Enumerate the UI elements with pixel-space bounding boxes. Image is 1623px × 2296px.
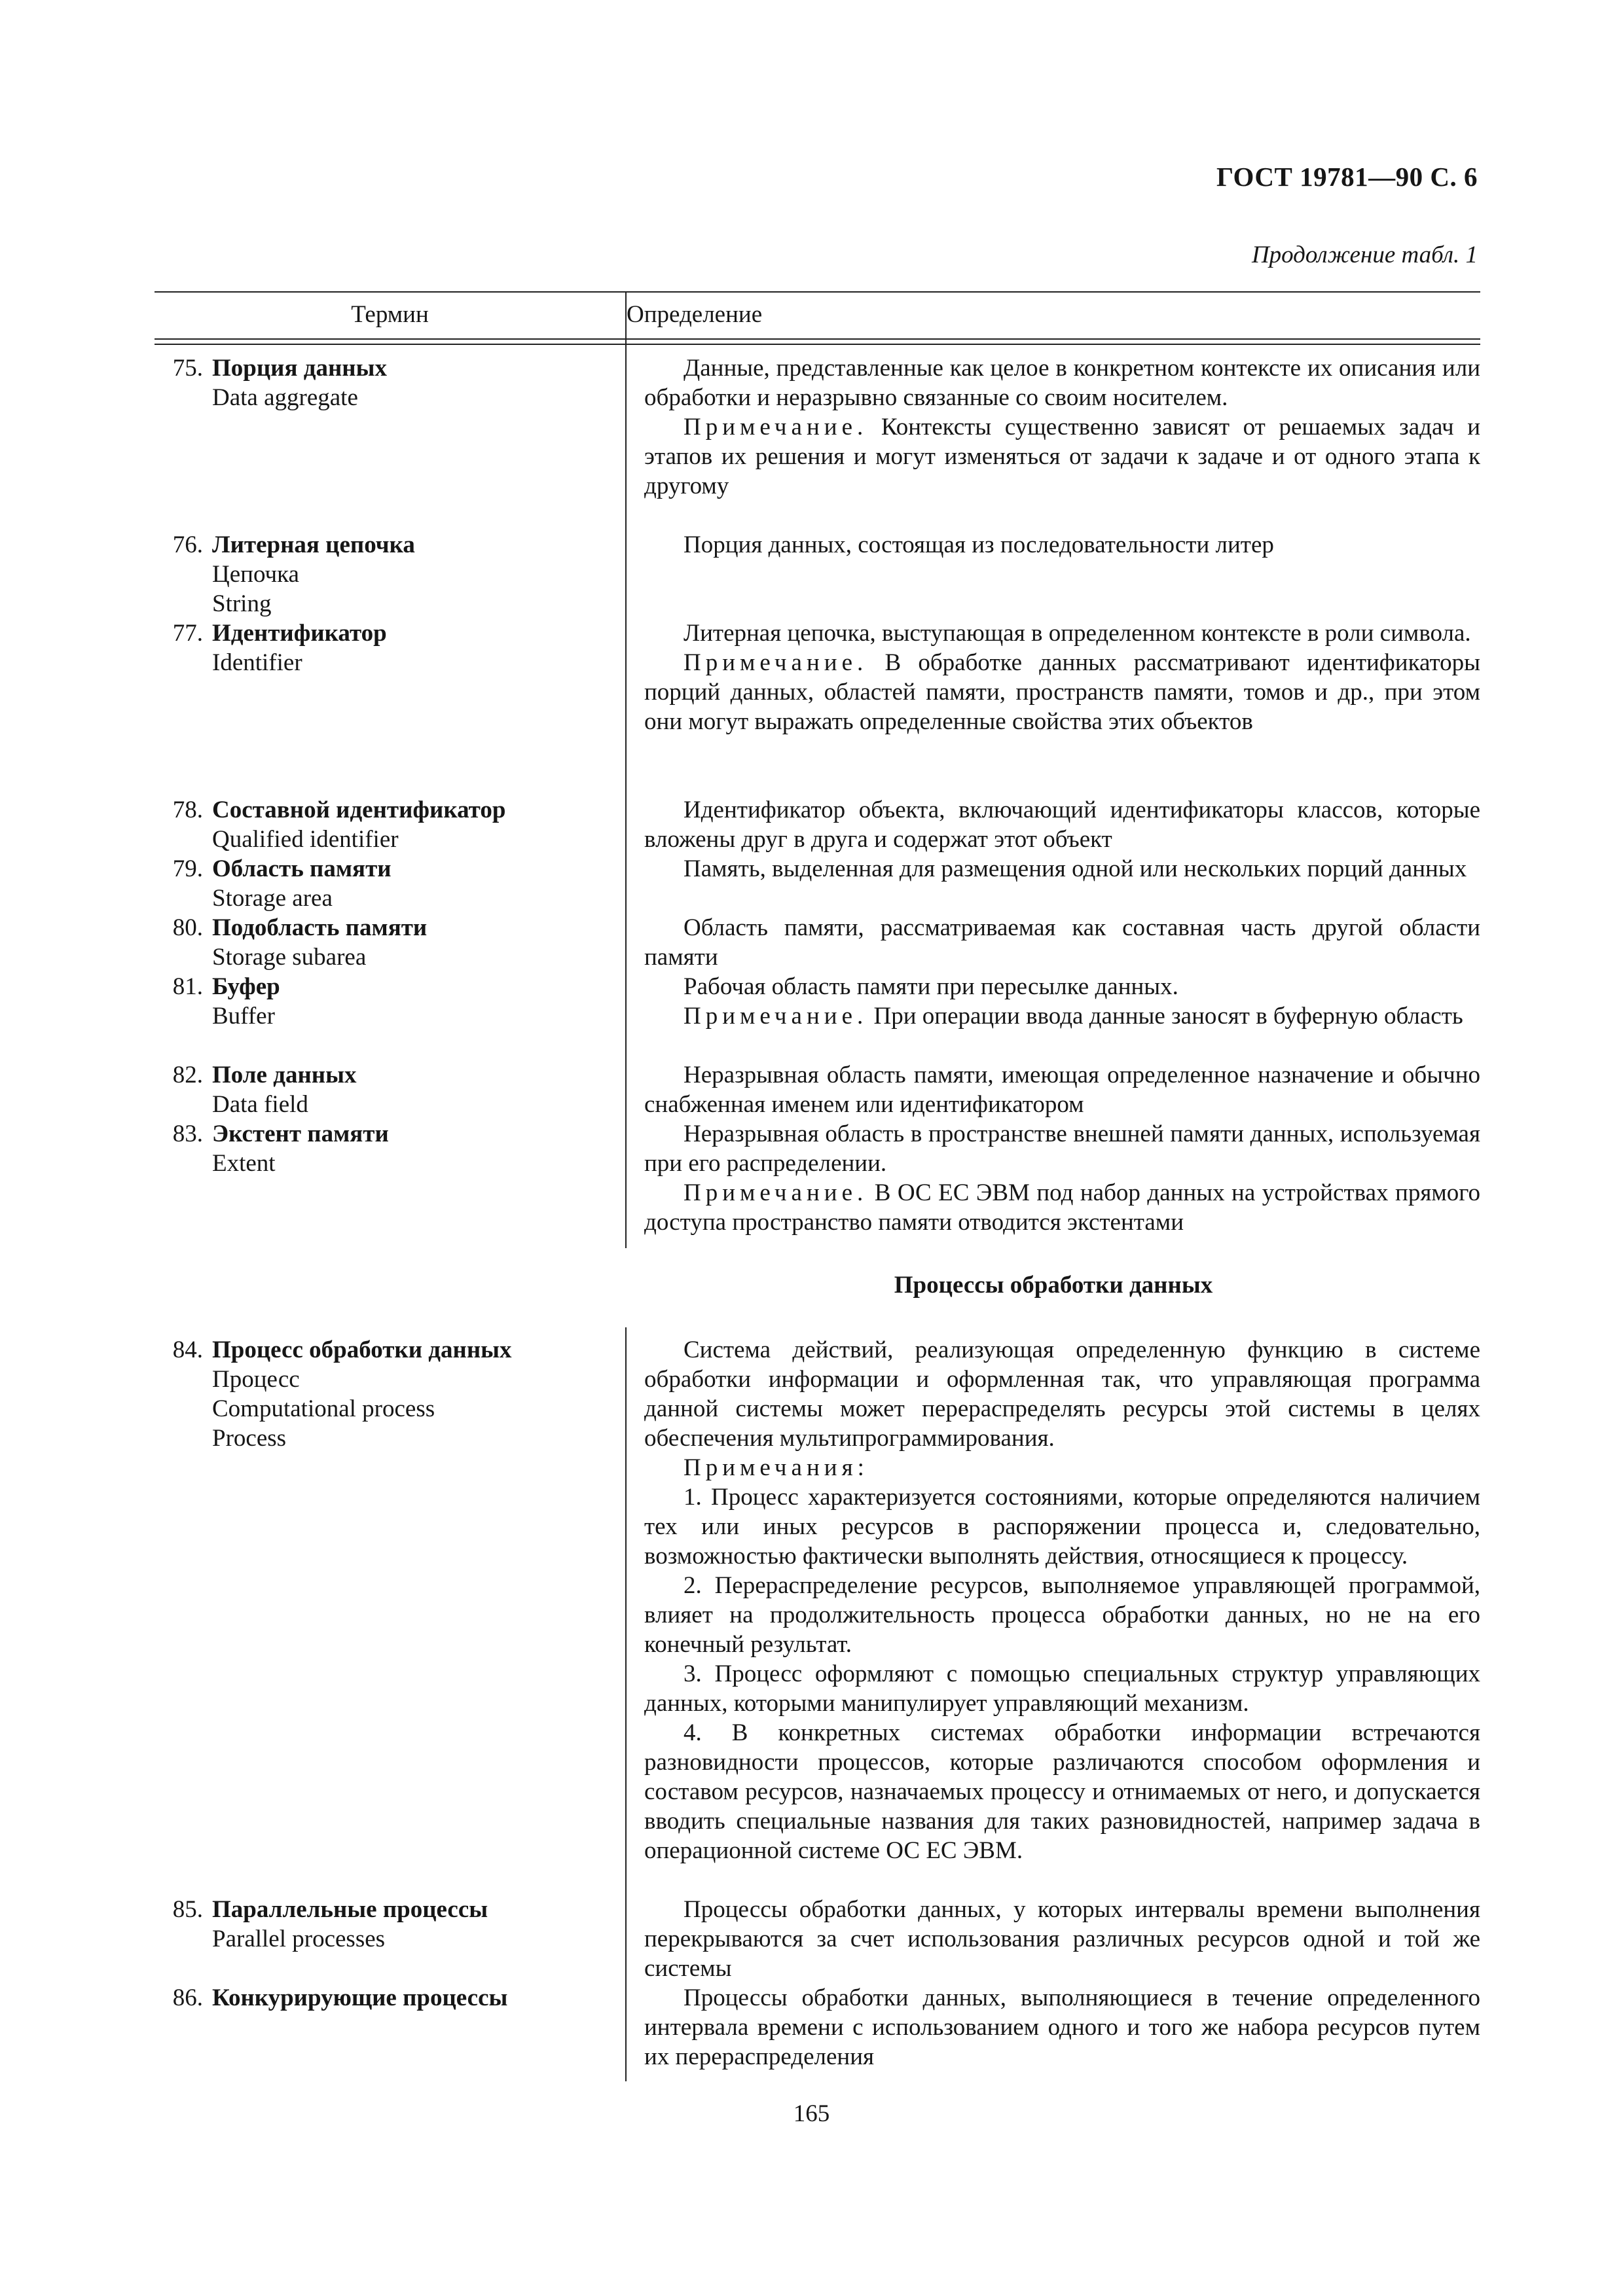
term-alt: Storage area (212, 885, 333, 912)
note-label: Примечание. (684, 414, 868, 440)
definition-text: Область памяти, рассматриваемая как составная часть другой области памяти (644, 914, 1480, 971)
definition-77 (644, 619, 1480, 736)
definition-85 (644, 1895, 1480, 1983)
table-top-rule (155, 291, 1480, 293)
definition-text: Литерная цепочка, выступающая в определенном контексте в роли символа. (684, 620, 1471, 647)
definition-86 (644, 1983, 1480, 2072)
header-double-rule-2 (155, 344, 1480, 345)
term-alt: Buffer (212, 1003, 275, 1030)
term-number: 75. (172, 355, 203, 382)
term-name: Идентификатор (212, 620, 387, 647)
term-name: Параллельные процессы (212, 1896, 488, 1923)
term-number: 80. (172, 914, 203, 941)
term-entry-75 (155, 353, 613, 412)
definition-note (644, 648, 1480, 736)
standard-code-header: ГОСТ 19781—90 С. 6 (1216, 162, 1478, 192)
term-alt: Storage subarea (212, 944, 367, 971)
term-alt: Процесс (212, 1366, 300, 1393)
term-number: 77. (172, 620, 203, 647)
definition-75 (644, 353, 1480, 501)
definition-text: Процессы обработки данных, выполняющиеся в течение определенного интервала времени с использованием одного и того же набора ресурсов путем их перераспределения (644, 1984, 1480, 2070)
column-header-definition: Определение (627, 301, 763, 328)
term-entry-77 (155, 619, 613, 677)
definition-82 (644, 1060, 1480, 1119)
definition-text: Данные, представленные как целое в конкретном контексте их описания или обработки и неразрывно связанные со своим носителем. (644, 355, 1480, 411)
term-number: 82. (172, 1062, 203, 1088)
definition-81 (644, 972, 1480, 1031)
column-divider-upper (625, 291, 627, 1248)
term-name: Область памяти (212, 855, 392, 882)
term-name: Буфер (212, 973, 280, 1000)
definition-84 (644, 1335, 1480, 1865)
definition-text: Память, выделенная для размещения одной или нескольких порций данных (684, 855, 1467, 882)
term-alt: Qualified identifier (212, 826, 399, 853)
term-alt: String (212, 590, 272, 617)
definition-80 (644, 913, 1480, 972)
term-number: 85. (172, 1896, 203, 1923)
term-name: Экстент памяти (212, 1121, 389, 1147)
note-label: Примечание. (684, 1179, 868, 1206)
definition-note: 1. Процесс характеризуется состояниями, которые определяются наличием тех или иных ресурсов в распоряжении процесса и, следовательно, возможностью фактически выполнять действия, относящиеся к процессу. (644, 1484, 1480, 1570)
note-text: Контексты существенно зависят от решаемых задач и этапов их решения и могут изменяться от задачи к задаче и от одного этапа к другому (644, 414, 1481, 499)
term-name: Порция данных (212, 355, 388, 382)
term-name: Литерная цепочка (212, 531, 415, 558)
definition-note: 3. Процесс оформляют с помощью специальных структур управляющих данных, которыми манипулирует управляющий механизм. (644, 1660, 1480, 1717)
definition-note: 4. В конкретных системах обработки информации встречаются разновидности процессов, которые различаются способом оформления и составом ресурсов, назначаемых процессу и отнимаемых от него, и допускается вводить специальные названия для таких разновидностей, например задача в операционной системе ОС ЕС ЭВМ. (644, 1719, 1480, 1864)
definition-text: Рабочая область памяти при пересылке данных. (684, 973, 1178, 1000)
term-entry-81 (155, 972, 613, 1031)
term-alt: Extent (212, 1150, 276, 1177)
term-entry-83 (155, 1119, 613, 1178)
term-entry-82 (155, 1060, 613, 1119)
definition-note (644, 1001, 1480, 1031)
term-name: Процесс обработки данных (212, 1336, 512, 1363)
column-divider-lower (625, 1327, 627, 2081)
header-double-rule-1 (155, 338, 1480, 340)
note-text: При операции ввода данные заносят в буферную область (873, 1003, 1463, 1030)
definition-note (644, 412, 1480, 501)
term-number: 79. (172, 855, 203, 882)
note-label: Примечание. (684, 1003, 868, 1030)
definition-text: Порция данных, состоящая из последовательности литер (684, 531, 1274, 558)
definition-text: Система действий, реализующая определенную функцию в системе обработки информации и оформленная так, что управляющая программа данной системы может перераспределять ресурсы этой системы в целях обеспечения мультипрограммирования. (644, 1336, 1480, 1452)
definition-text: Неразрывная область в пространстве внешней памяти данных, используемая при его распределении. (644, 1121, 1480, 1177)
definition-note: 2. Перераспределение ресурсов, выполняемое управляющей программой, влияет на продолжительность процесса обработки данных, но не на его конечный результат. (644, 1572, 1480, 1658)
term-alt: Data aggregate (212, 384, 358, 411)
definition-79 (644, 854, 1480, 884)
term-number: 84. (172, 1336, 203, 1363)
term-alt: Цепочка (212, 561, 299, 588)
definition-76 (644, 530, 1480, 560)
table-continuation-label: Продолжение табл. 1 (1251, 242, 1478, 268)
term-number: 76. (172, 531, 203, 558)
definition-text: Неразрывная область памяти, имеющая определенное назначение и обычно снабженная именем или идентификатором (644, 1062, 1480, 1118)
term-name: Составной идентификатор (212, 797, 506, 823)
term-entry-84 (155, 1335, 613, 1453)
term-alt: Parallel processes (212, 1926, 386, 1952)
notes-label: Примечания: (684, 1454, 869, 1481)
definition-text: Процессы обработки данных, у которых интервалы времени выполнения перекрываются за счет использования различных ресурсов одной и той же системы (644, 1896, 1480, 1982)
term-number: 81. (172, 973, 203, 1000)
page-number: 165 (793, 2100, 830, 2127)
term-alt: Process (212, 1425, 287, 1452)
note-text: В обработке данных рассматривают идентификаторы порций данных, областей памяти, пространств памяти, томов и др., при этом они могут выражать определенные свойства этих объектов (644, 649, 1480, 735)
term-entry-79 (155, 854, 613, 913)
term-number: 78. (172, 797, 203, 823)
term-alt: Computational process (212, 1395, 435, 1422)
note-label: Примечание. (684, 649, 868, 676)
note-text: В ОС ЕС ЭВМ под набор данных на устройствах прямого доступа пространство памяти отводится экстентами (644, 1179, 1481, 1236)
section-title: Процессы обработки данных (894, 1272, 1213, 1299)
term-number: 86. (172, 1984, 203, 2011)
term-name: Конкурирующие процессы (212, 1984, 508, 2011)
term-entry-85 (155, 1895, 613, 1954)
definition-note (644, 1178, 1480, 1237)
term-name: Поле данных (212, 1062, 357, 1088)
definition-78 (644, 795, 1480, 854)
definition-83 (644, 1119, 1480, 1237)
term-entry-76 (155, 530, 613, 619)
term-entry-78 (155, 795, 613, 854)
term-alt: Identifier (212, 649, 302, 676)
term-alt: Data field (212, 1091, 308, 1118)
definition-text: Идентификатор объекта, включающий идентификаторы классов, которые вложены друг в друга и содержат этот объект (644, 797, 1480, 853)
column-header-term: Термин (351, 301, 429, 328)
term-name: Подобласть памяти (212, 914, 428, 941)
term-number: 83. (172, 1121, 203, 1147)
term-entry-86 (155, 1983, 613, 2013)
term-entry-80 (155, 913, 613, 972)
